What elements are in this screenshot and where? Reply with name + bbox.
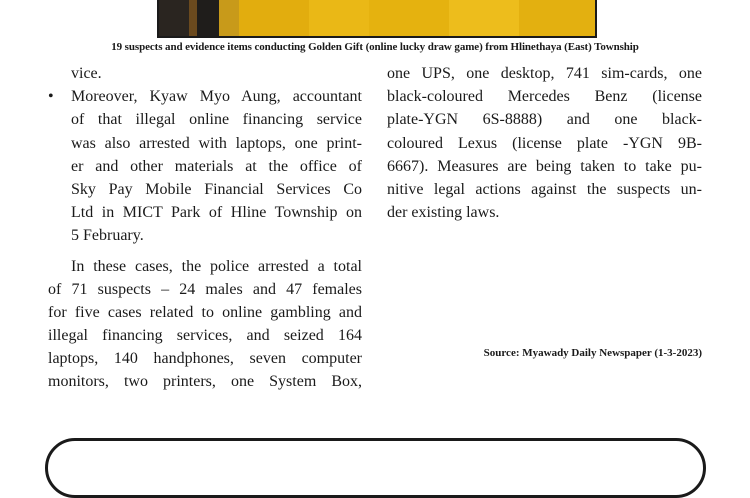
body-line: plate-YGN 6S-8888) and one black-	[387, 111, 702, 129]
bullet-line: 5 February.	[71, 227, 144, 245]
summary-line: laptops, 140 handphones, seven computer	[48, 350, 362, 368]
bullet-paragraph	[48, 85, 362, 247]
bullet-line: er and other materials at the office of	[71, 157, 362, 175]
bullet-line: Moreover, Kyaw Myo Aung, accountant	[71, 88, 362, 106]
article-column-left	[48, 62, 362, 394]
summary-line: for five cases related to online gambling and	[48, 303, 362, 321]
bullet-line: Sky Pay Mobile Financial Services Co	[71, 180, 362, 198]
body-line: nitive legal actions against the suspects un-	[387, 180, 702, 198]
body-line: der existing laws.	[387, 204, 500, 222]
body-line: one UPS, one desktop, 741 sim-cards, one	[387, 65, 702, 82]
body-line: black-coloured Mercedes Benz (license	[387, 88, 702, 106]
bullet-line: was also arrested with laptops, one print-	[71, 134, 362, 152]
evidence-photo	[157, 0, 597, 38]
summary-line: of 71 suspects – 24 males and 47 females	[48, 280, 362, 298]
rounded-frame	[45, 438, 706, 498]
bullet-icon: •	[48, 88, 54, 106]
bullet-line: of that illegal online financing service	[71, 111, 362, 129]
summary-paragraph	[48, 255, 362, 394]
summary-line: In these cases, the police arrested a total	[71, 257, 362, 275]
body-line: coloured Lexus (license plate -YGN 9B-	[387, 134, 702, 152]
photo-caption: 19 suspects and evidence items conducting Golden Gift (online lucky draw game) from Hlinethaya (East) Township	[111, 41, 639, 53]
summary-line: monitors, two printers, one System Box,	[48, 373, 362, 391]
article-column-right	[387, 62, 702, 224]
summary-line: illegal financing services, and seized 164	[48, 327, 362, 345]
bullet-line: Ltd in MICT Park of Hline Township on	[71, 204, 362, 222]
source-credit: Source: Myawady Daily Newspaper (1-3-2023)	[483, 347, 702, 359]
continuation-line: vice.	[71, 65, 102, 82]
body-line: 6667). Measures are being taken to take pu-	[387, 157, 702, 175]
